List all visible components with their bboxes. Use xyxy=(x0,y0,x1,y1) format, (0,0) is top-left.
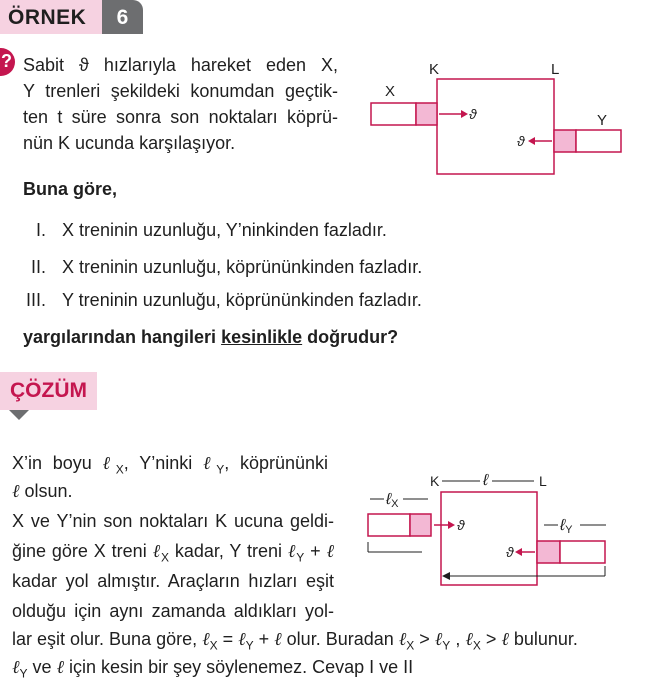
question-line-2: Y trenleri şekildeki konumdan geçtik- xyxy=(23,81,338,101)
solution-line-2: ℓ olsun. xyxy=(12,481,73,501)
train-x-speed: ϑ xyxy=(457,517,465,533)
bridge-box xyxy=(437,79,554,174)
solution-label-tag xyxy=(0,372,97,410)
question-ask: yargılarından hangileri kesinlikle doğrudur? xyxy=(23,327,399,347)
bridge-label-k: K xyxy=(430,473,440,489)
bridge-label-l: L xyxy=(539,473,547,489)
bridge-box xyxy=(441,492,537,585)
train-y-engine xyxy=(537,541,560,563)
train-y-path-arrowhead xyxy=(442,572,450,580)
solution-label: ÇÖZÜM xyxy=(10,379,87,402)
example-label: ÖRNEK xyxy=(8,6,87,29)
question-line-4: nün K ucunda karşılaşıyor. xyxy=(23,133,236,153)
statement-2-text: X treninin uzunluğu, köprününkinden fazladır. xyxy=(62,257,423,277)
solution-line-6: olduğu için aynı zamanda aldıkları yol- xyxy=(12,601,334,621)
train-x-speed: ϑ xyxy=(469,106,477,122)
train-y-label: Y xyxy=(597,112,608,129)
train-x-wagon xyxy=(371,103,416,125)
solution-line-3: X ve Y’nin son noktaları K ucuna geldi- xyxy=(12,511,334,531)
train-y-speed: ϑ xyxy=(506,544,514,560)
statement-3-numeral: III. xyxy=(26,290,47,310)
question-icon: ? xyxy=(0,48,15,76)
bridge-length-label: ℓ xyxy=(483,472,489,489)
train-x-arrowhead xyxy=(461,110,468,118)
example-label-tag xyxy=(0,0,102,34)
train-y-length-label: ℓY xyxy=(560,517,573,536)
train-y-speed: ϑ xyxy=(517,133,525,149)
train-x-engine xyxy=(416,103,437,125)
solution-line-7: lar eşit olur. Buna göre, ℓ$_X$ = ℓ$_Y$ + ℓ olur. Buradan ℓ$_X$ > ℓ$_Y$ , ℓ$_X$ > ℓ bulunur. xyxy=(12,629,578,653)
question-lead: Buna göre, xyxy=(23,179,118,199)
train-x-wagon xyxy=(368,514,410,536)
solution-figure xyxy=(362,466,618,591)
statement-1-text: X treninin uzunluğu, Y’ninkinden fazladır. xyxy=(62,220,387,240)
solution-line-5: kadar yol almıştır. Araçların hızları eşit xyxy=(12,571,334,591)
bridge-label-k: K xyxy=(429,61,440,78)
solution-line-1: X’in boyu ℓ$_X$, Y’ninki ℓ$_Y$, köprününki xyxy=(12,453,328,477)
train-x-length-label: ℓX xyxy=(386,491,399,510)
question-line-3: ten t süre sonra son noktaları köprü- xyxy=(23,107,338,127)
train-x-engine xyxy=(410,514,431,536)
train-y-wagon xyxy=(576,130,621,152)
train-y-engine xyxy=(554,130,576,152)
statement-2-numeral: II. xyxy=(31,257,47,277)
solution-line-4: ğine göre X treni ℓ$_X$ kadar, Y treni ℓ$_Y$ + ℓ xyxy=(12,541,334,565)
train-x-label: X xyxy=(385,83,396,100)
trains-bridge-figure xyxy=(365,55,635,180)
question-line-1: Sabit ϑ hızlarıyla hareket eden X, xyxy=(23,55,338,75)
bridge-label-l: L xyxy=(551,61,560,78)
example-number-tag xyxy=(102,0,143,34)
example-number: 6 xyxy=(116,6,129,29)
statement-1-numeral: I. xyxy=(36,220,47,240)
train-y-arrowhead xyxy=(528,137,535,145)
solution-pointer xyxy=(9,410,29,420)
statement-3-text: Y treninin uzunluğu, köprününkinden fazladır. xyxy=(62,290,422,310)
emphasis-word: kesinlikle xyxy=(221,327,303,347)
solution-line-8: ℓ$_Y$ ve ℓ için kesin bir şey söylenemez. Cevap I ve II xyxy=(12,657,414,681)
train-y-wagon xyxy=(560,541,605,563)
